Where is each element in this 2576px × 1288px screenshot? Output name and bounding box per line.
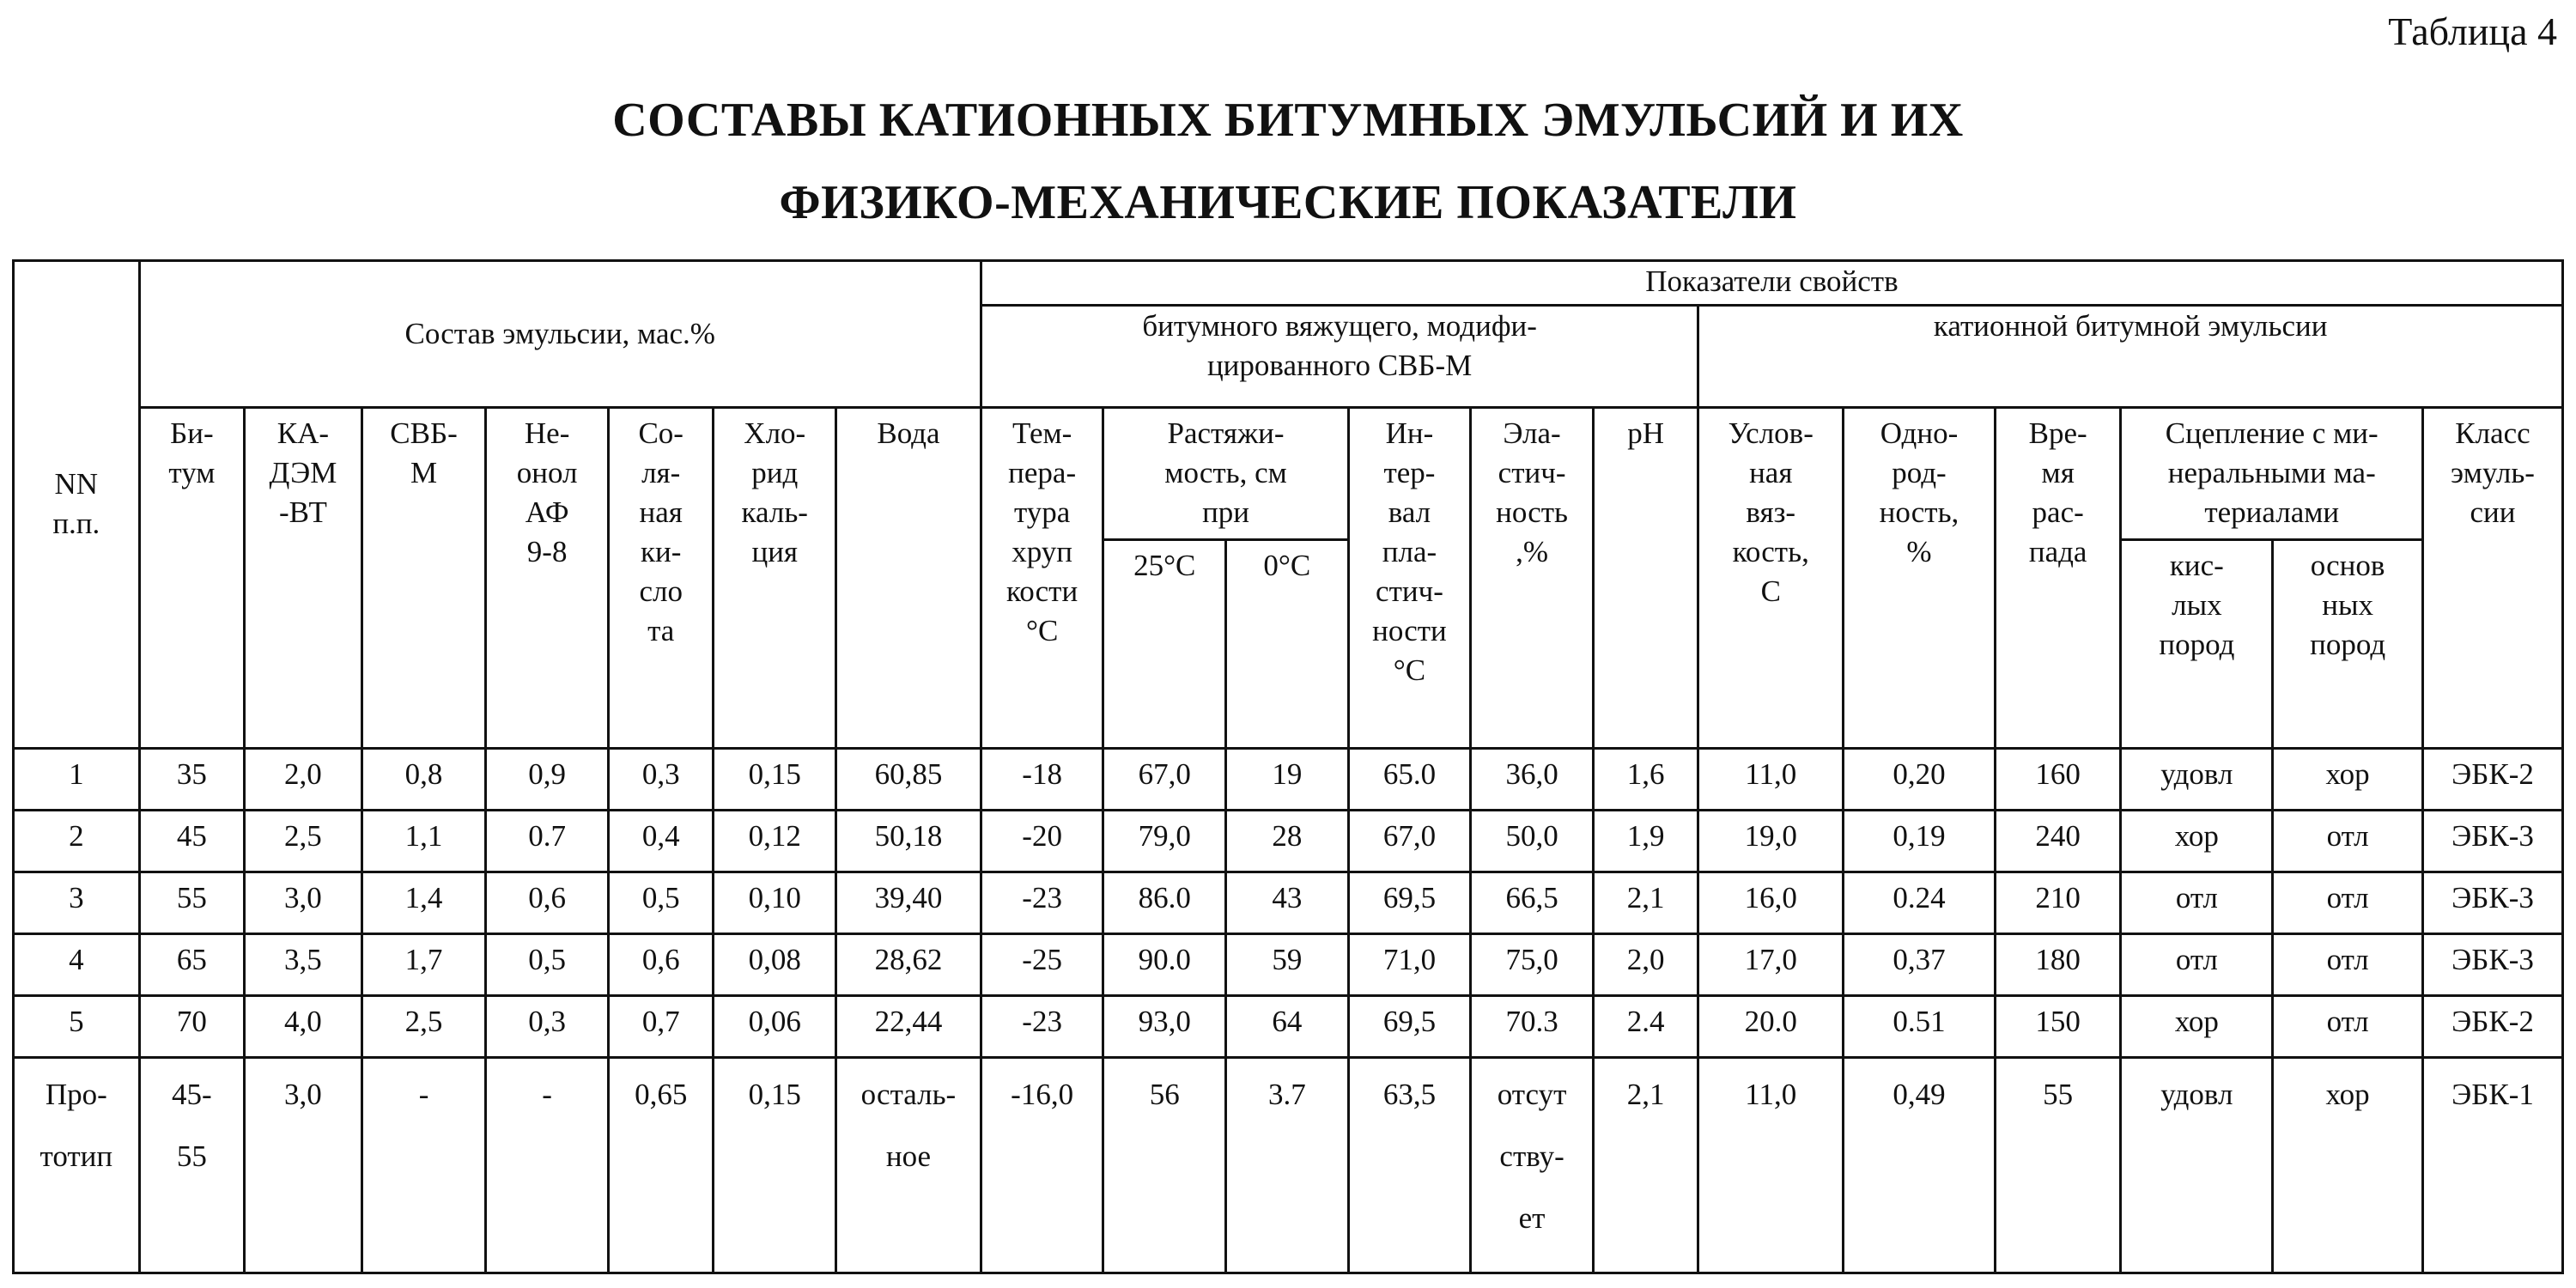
- cell-breakdown-time: 55: [1995, 1057, 2121, 1273]
- cell-svb-m: 1,7: [361, 933, 486, 995]
- header-emulsion-class: Класс эмуль- сии: [2422, 408, 2562, 748]
- cell-viscosity: 11,0: [1698, 748, 1844, 810]
- cell-basic-rocks: хор: [2273, 1057, 2423, 1273]
- cell-basic-rocks: отл: [2273, 933, 2423, 995]
- cell-bitumen: 35: [139, 748, 245, 810]
- cell-nn: 3: [14, 872, 140, 933]
- cell-nn: Про- тотип: [14, 1057, 140, 1273]
- cell-breakdown-time: 210: [1995, 872, 2121, 933]
- cell-emulsion-class: ЭБК-2: [2422, 995, 2562, 1057]
- cell-brittle-temperature: -23: [981, 995, 1103, 1057]
- cell-brittle-temperature: -16,0: [981, 1057, 1103, 1273]
- cell-svb-m: -: [361, 1057, 486, 1273]
- header-viscosity: Услов- ная вяз- кость, С: [1698, 408, 1844, 748]
- cell-nn: 4: [14, 933, 140, 995]
- cell-elasticity: 75,0: [1471, 933, 1594, 995]
- cell-bitumen: 55: [139, 872, 245, 933]
- cell-ph: 2,1: [1593, 1057, 1698, 1273]
- cell-stretch-0c: 19: [1226, 748, 1349, 810]
- cell-emulsion-class: ЭБК-2: [2422, 748, 2562, 810]
- cell-stretch-25c: 93,0: [1103, 995, 1226, 1057]
- header-basic-rocks: основ ных пород: [2273, 540, 2423, 749]
- cell-uniformity: 0.51: [1844, 995, 1996, 1057]
- header-water: Вода: [836, 408, 981, 748]
- cell-acid-rocks: удовл: [2121, 748, 2273, 810]
- cell-neonol: 0,9: [486, 748, 609, 810]
- cell-stretch-0c: 64: [1226, 995, 1349, 1057]
- header-stretchability: Растяжи- мость, см при: [1103, 408, 1348, 540]
- cell-breakdown-time: 180: [1995, 933, 2121, 995]
- cell-water: 50,18: [836, 810, 981, 872]
- cell-ph: 1,9: [1593, 810, 1698, 872]
- table-row: [14, 995, 2563, 1057]
- cell-hydrochloric-acid: 0,3: [608, 748, 714, 810]
- cell-uniformity: 0,20: [1844, 748, 1996, 810]
- cell-kadem-vt: 2,0: [245, 748, 362, 810]
- cell-neonol: 0,6: [486, 872, 609, 933]
- cell-elasticity: 70.3: [1471, 995, 1594, 1057]
- cell-stretch-0c: 59: [1226, 933, 1349, 995]
- header-binder-properties: битумного вяжущего, модифи- цированного СВБ-М: [981, 306, 1698, 408]
- table-row-prototype: [14, 1057, 2563, 1273]
- cell-plasticity-interval: 67,0: [1348, 810, 1471, 872]
- cell-plasticity-interval: 65.0: [1348, 748, 1471, 810]
- cell-uniformity: 0,19: [1844, 810, 1996, 872]
- cell-stretch-25c: 86.0: [1103, 872, 1226, 933]
- cell-water: осталь- ное: [836, 1057, 981, 1273]
- cell-svb-m: 0,8: [361, 748, 486, 810]
- header-nn: NN п.п.: [14, 261, 140, 749]
- cell-hydrochloric-acid: 0,4: [608, 810, 714, 872]
- cell-kadem-vt: 3,0: [245, 1057, 362, 1273]
- cell-breakdown-time: 240: [1995, 810, 2121, 872]
- cell-basic-rocks: отл: [2273, 995, 2423, 1057]
- cell-calcium-chloride: 0,08: [714, 933, 836, 995]
- cell-calcium-chloride: 0,06: [714, 995, 836, 1057]
- cell-ph: 2,0: [1593, 933, 1698, 995]
- header-properties: Показатели свойств: [981, 261, 2562, 306]
- header-breakdown-time: Вре- мя рас- пада: [1995, 408, 2121, 748]
- cell-hydrochloric-acid: 0,65: [608, 1057, 714, 1273]
- cell-acid-rocks: удовл: [2121, 1057, 2273, 1273]
- header-bitumen: Би- тум: [139, 408, 245, 748]
- cell-stretch-25c: 79,0: [1103, 810, 1226, 872]
- cell-emulsion-class: ЭБК-1: [2422, 1057, 2562, 1273]
- cell-viscosity: 20.0: [1698, 995, 1844, 1057]
- cell-calcium-chloride: 0,15: [714, 748, 836, 810]
- cell-acid-rocks: отл: [2121, 933, 2273, 995]
- header-stretch-25c: 25°С: [1103, 540, 1226, 749]
- cell-ph: 2,1: [1593, 872, 1698, 933]
- cell-neonol: 0,3: [486, 995, 609, 1057]
- cell-elasticity: 50,0: [1471, 810, 1594, 872]
- cell-water: 39,40: [836, 872, 981, 933]
- cell-emulsion-class: ЭБК-3: [2422, 933, 2562, 995]
- cell-nn: 5: [14, 995, 140, 1057]
- cell-svb-m: 1,4: [361, 872, 486, 933]
- cell-elasticity: 36,0: [1471, 748, 1594, 810]
- cell-nn: 2: [14, 810, 140, 872]
- cell-bitumen: 45: [139, 810, 245, 872]
- cell-svb-m: 1,1: [361, 810, 486, 872]
- cell-ph: 2.4: [1593, 995, 1698, 1057]
- header-uniformity: Одно- род- ность, %: [1844, 408, 1996, 748]
- table-row: [14, 933, 2563, 995]
- cell-bitumen: 70: [139, 995, 245, 1057]
- cell-breakdown-time: 150: [1995, 995, 2121, 1057]
- cell-acid-rocks: хор: [2121, 810, 2273, 872]
- emulsion-properties-table: [12, 259, 2564, 1274]
- cell-emulsion-class: ЭБК-3: [2422, 810, 2562, 872]
- header-kadem-vt: КА- ДЭМ -ВТ: [245, 408, 362, 748]
- cell-brittle-temperature: -18: [981, 748, 1103, 810]
- header-adhesion: Сцепление с ми- неральными ма- териалами: [2121, 408, 2423, 540]
- cell-neonol: 0.7: [486, 810, 609, 872]
- cell-hydrochloric-acid: 0,6: [608, 933, 714, 995]
- cell-viscosity: 11,0: [1698, 1057, 1844, 1273]
- cell-stretch-25c: 56: [1103, 1057, 1226, 1273]
- cell-plasticity-interval: 71,0: [1348, 933, 1471, 995]
- cell-water: 60,85: [836, 748, 981, 810]
- cell-elasticity: 66,5: [1471, 872, 1594, 933]
- cell-basic-rocks: отл: [2273, 810, 2423, 872]
- cell-brittle-temperature: -23: [981, 872, 1103, 933]
- cell-calcium-chloride: 0,10: [714, 872, 836, 933]
- cell-kadem-vt: 4,0: [245, 995, 362, 1057]
- cell-plasticity-interval: 69,5: [1348, 872, 1471, 933]
- header-ph: pH: [1593, 408, 1698, 748]
- table-row: [14, 872, 2563, 933]
- cell-kadem-vt: 3,5: [245, 933, 362, 995]
- cell-elasticity: отсут ству- ет: [1471, 1057, 1594, 1273]
- cell-uniformity: 0,37: [1844, 933, 1996, 995]
- table-body: [14, 748, 2563, 1273]
- header-brittle-temperature: Тем- пера- тура хруп кости °С: [981, 408, 1103, 748]
- cell-ph: 1,6: [1593, 748, 1698, 810]
- cell-breakdown-time: 160: [1995, 748, 2121, 810]
- cell-nn: 1: [14, 748, 140, 810]
- header-neonol: Не- онол АФ 9-8: [486, 408, 609, 748]
- cell-uniformity: 0.24: [1844, 872, 1996, 933]
- header-svb-m: СВБ- М: [361, 408, 486, 748]
- cell-basic-rocks: отл: [2273, 872, 2423, 933]
- cell-neonol: 0,5: [486, 933, 609, 995]
- table-row: [14, 748, 2563, 810]
- cell-water: 22,44: [836, 995, 981, 1057]
- cell-emulsion-class: ЭБК-3: [2422, 872, 2562, 933]
- cell-kadem-vt: 2,5: [245, 810, 362, 872]
- table-number-label: Таблица 4: [2388, 9, 2557, 53]
- header-calcium-chloride: Хло- рид каль- ция: [714, 408, 836, 748]
- cell-plasticity-interval: 69,5: [1348, 995, 1471, 1057]
- cell-plasticity-interval: 63,5: [1348, 1057, 1471, 1273]
- header-acid-rocks: кис- лых пород: [2121, 540, 2273, 749]
- header-elasticity: Эла- стич- ность ,%: [1471, 408, 1594, 748]
- cell-stretch-0c: 3.7: [1226, 1057, 1349, 1273]
- cell-bitumen: 65: [139, 933, 245, 995]
- header-hydrochloric-acid: Со- ля- ная ки- сло та: [608, 408, 714, 748]
- table-row: [14, 810, 2563, 872]
- header-composition: Состав эмульсии, мас.%: [139, 261, 981, 408]
- cell-acid-rocks: хор: [2121, 995, 2273, 1057]
- header-plasticity-interval: Ин- тер- вал пла- стич- ности °С: [1348, 408, 1471, 748]
- cell-calcium-chloride: 0,15: [714, 1057, 836, 1273]
- cell-hydrochloric-acid: 0,7: [608, 995, 714, 1057]
- cell-brittle-temperature: -25: [981, 933, 1103, 995]
- header-emulsion-properties: катионной битумной эмульсии: [1698, 306, 2563, 408]
- cell-basic-rocks: хор: [2273, 748, 2423, 810]
- cell-viscosity: 19,0: [1698, 810, 1844, 872]
- cell-stretch-0c: 28: [1226, 810, 1349, 872]
- cell-viscosity: 17,0: [1698, 933, 1844, 995]
- table-title-line-2: ФИЗИКО-МЕХАНИЧЕСКИЕ ПОКАЗАТЕЛИ: [779, 176, 1797, 229]
- cell-water: 28,62: [836, 933, 981, 995]
- cell-hydrochloric-acid: 0,5: [608, 872, 714, 933]
- cell-svb-m: 2,5: [361, 995, 486, 1057]
- cell-viscosity: 16,0: [1698, 872, 1844, 933]
- cell-neonol: -: [486, 1057, 609, 1273]
- cell-uniformity: 0,49: [1844, 1057, 1996, 1273]
- cell-stretch-25c: 90.0: [1103, 933, 1226, 995]
- cell-calcium-chloride: 0,12: [714, 810, 836, 872]
- cell-stretch-25c: 67,0: [1103, 748, 1226, 810]
- cell-kadem-vt: 3,0: [245, 872, 362, 933]
- cell-stretch-0c: 43: [1226, 872, 1349, 933]
- cell-acid-rocks: отл: [2121, 872, 2273, 933]
- cell-brittle-temperature: -20: [981, 810, 1103, 872]
- cell-bitumen: 45- 55: [139, 1057, 245, 1273]
- header-stretch-0c: 0°С: [1226, 540, 1349, 749]
- table-title-line-1: СОСТАВЫ КАТИОННЫХ БИТУМНЫХ ЭМУЛЬСИЙ И ИХ: [612, 94, 1964, 147]
